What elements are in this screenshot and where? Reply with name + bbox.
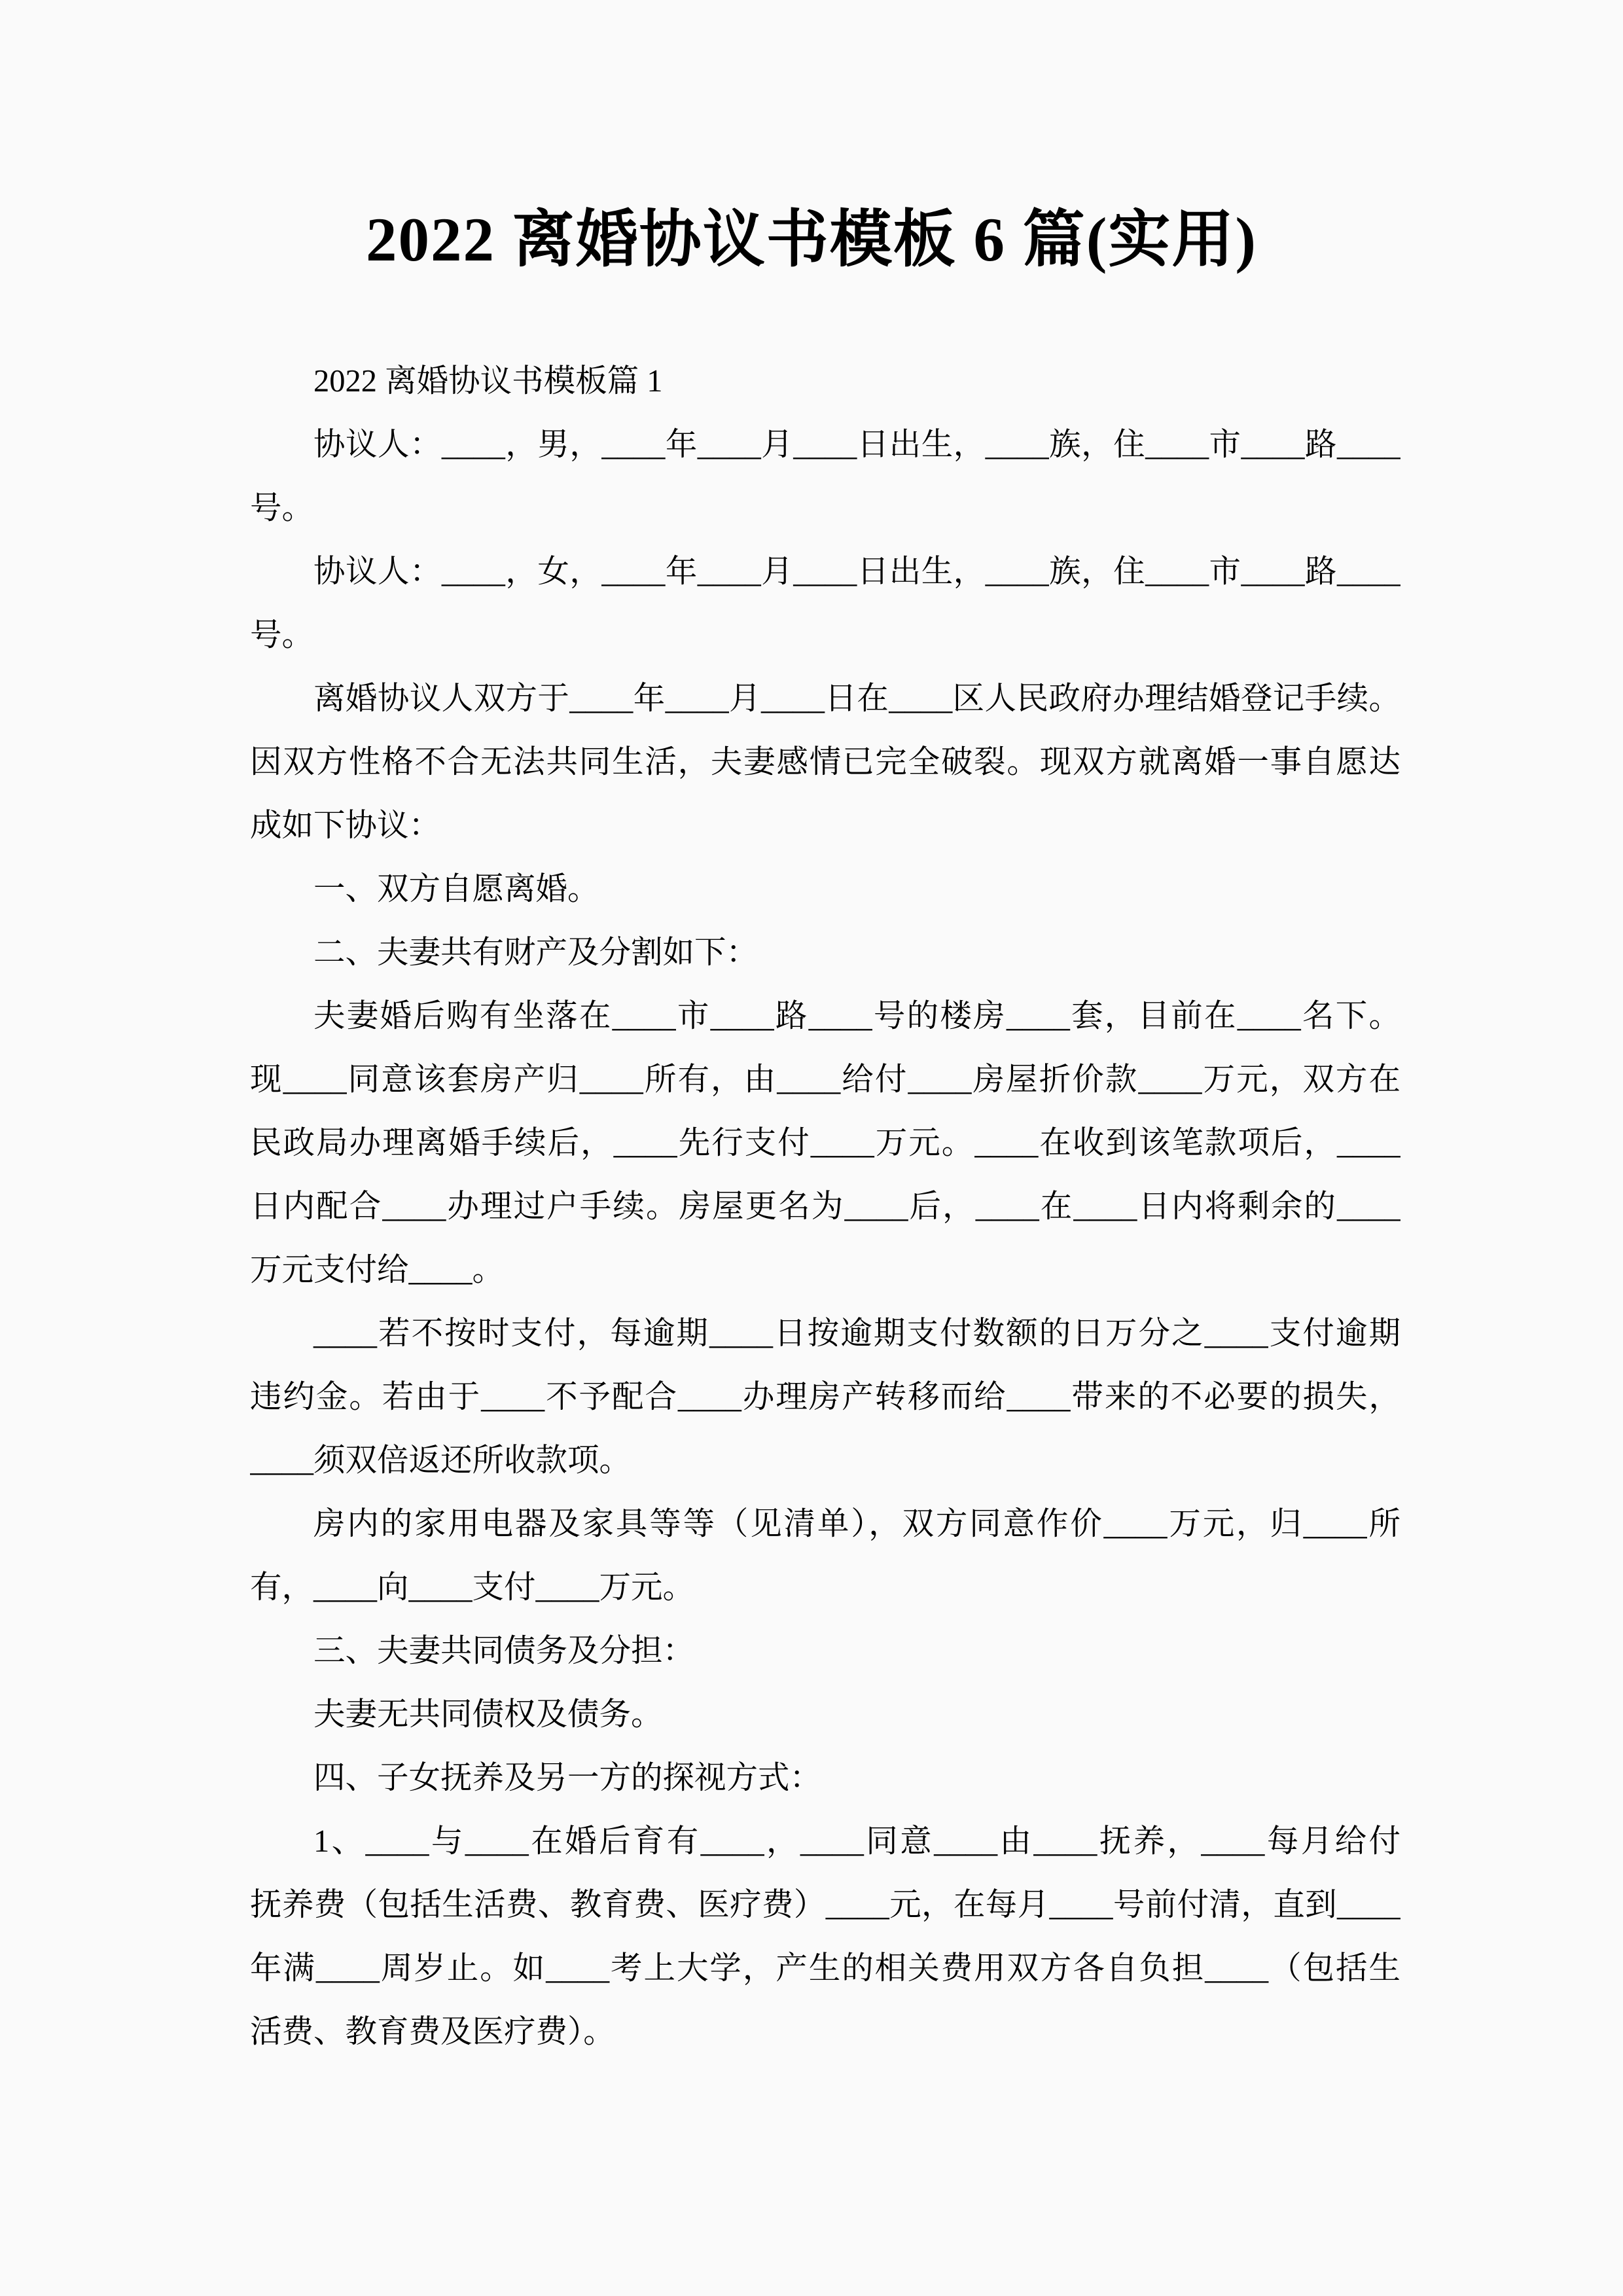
paragraph	[250, 1619, 1400, 1683]
text-line: ____须双倍返还所收款项。	[250, 1443, 632, 1478]
paragraph	[250, 921, 1400, 984]
text-line: 活费、教育费及医疗费）。	[250, 2015, 615, 2049]
text-line: 二、夫妻共有财产及分割如下：	[313, 935, 758, 970]
text-line: 夫妻婚后购有坐落在____市____路____号的楼房____套，目前在____名下。	[313, 999, 1400, 1033]
text-line: 三、夫妻共同债务及分担：	[313, 1634, 695, 1668]
text-line: 号。	[250, 491, 314, 526]
paragraph	[250, 350, 1400, 413]
text-line: 协议人：____，男，____年____月____日出生，____族，住____市____路____	[313, 427, 1400, 462]
text-line: 因双方性格不合无法共同生活，夫妻感情已完全破裂。现双方就离婚一事自愿达	[250, 745, 1400, 780]
paragraph	[250, 857, 1400, 921]
text-line: 违约金。若由于____不予配合____办理房产转移而给____带来的不必要的损失，	[250, 1380, 1400, 1414]
paragraph	[250, 1810, 1400, 2064]
text-line: 抚养费（包括生活费、教育费、医疗费）____元，在每月____号前付清，直到____	[250, 1888, 1400, 1922]
text-line: 民政局办理离婚手续后，____先行支付____万元。____在收到该笔款项后，____	[250, 1126, 1400, 1160]
document-body	[250, 350, 1400, 2064]
paragraph	[250, 413, 1400, 540]
text-line: 日内配合____办理过户手续。房屋更名为____后，____在____日内将剩余的____	[250, 1189, 1400, 1224]
text-line: 2022 离婚协议书模板篇 1	[313, 364, 663, 399]
paragraph	[250, 984, 1400, 1302]
paragraph	[250, 667, 1400, 857]
paragraph	[250, 1746, 1400, 1810]
text-line: 房内的家用电器及家具等等（见清单），双方同意作价____万元，归____所	[313, 1507, 1400, 1541]
text-line: 离婚协议人双方于____年____月____日在____区人民政府办理结婚登记手续。	[313, 681, 1400, 716]
text-line: 有，____向____支付____万元。	[250, 1570, 695, 1605]
text-line: 号。	[250, 618, 314, 653]
paragraph	[250, 1302, 1400, 1492]
text-line: 现____同意该套房产归____所有，由____给付____房屋折价款____万元，双方在	[250, 1062, 1400, 1097]
text-line: 成如下协议：	[250, 808, 441, 843]
text-line: ____若不按时支付，每逾期____日按逾期支付数额的日万分之____支付逾期	[313, 1316, 1400, 1351]
text-line: 1、____与____在婚后育有____，____同意____由____抚养，____每月给付	[313, 1824, 1400, 1859]
text-line: 一、双方自愿离婚。	[313, 872, 599, 906]
text-line: 夫妻无共同债权及债务。	[313, 1697, 663, 1732]
text-line: 协议人：____，女，____年____月____日出生，____族，住____市____路____	[313, 554, 1400, 589]
document-title: 2022 离婚协议书模板 6 篇(实用)	[365, 205, 1258, 274]
paragraph	[250, 1683, 1400, 1746]
text-line: 四、子女抚养及另一方的探视方式：	[313, 1761, 822, 1795]
paragraph	[250, 540, 1400, 667]
text-line: 万元支付给____。	[250, 1253, 505, 1287]
text-line: 年满____周岁止。如____考上大学，产生的相关费用双方各自负担____（包括生	[250, 1951, 1400, 1986]
paragraph	[250, 1492, 1400, 1619]
